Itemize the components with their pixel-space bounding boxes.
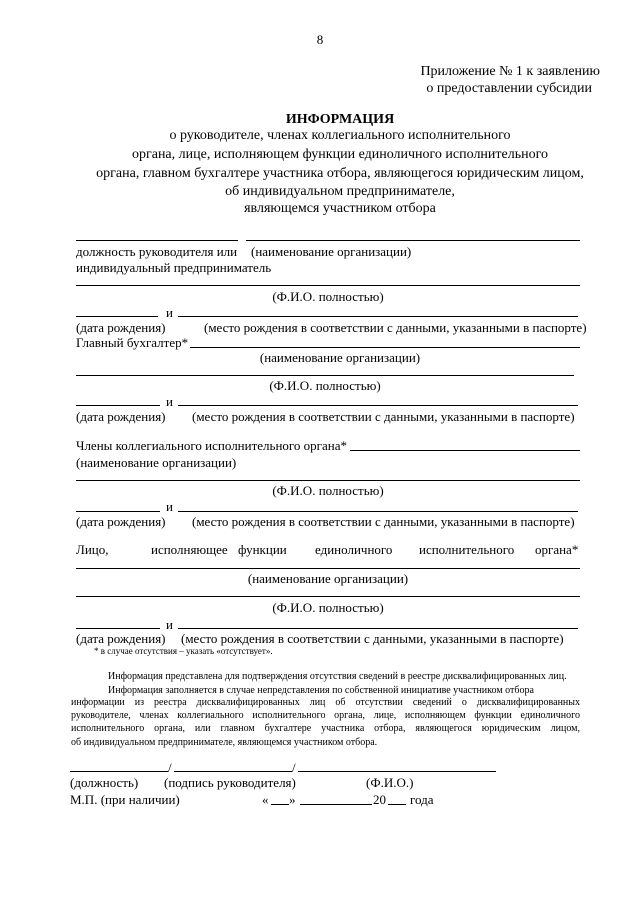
signature-sign-line[interactable] [174, 771, 292, 772]
signature-slash-1: / [168, 760, 172, 775]
person-birth-place-label: (место рождения в соответствии с данными, указанными в паспорте) [181, 631, 564, 646]
board-fio-label: (Ф.И.О. полностью) [272, 483, 384, 498]
page-number: 8 [316, 32, 324, 47]
signature-position-label: (должность) [70, 775, 139, 790]
organization-label: (наименование организации) [251, 244, 412, 259]
date-open-quote: « [262, 792, 269, 807]
accountant-fio-line[interactable] [76, 375, 574, 376]
board-label: Члены коллегиального исполнительного органа* [76, 438, 348, 453]
person-birth-date-label: (дата рождения) [76, 631, 166, 646]
appendix-line-2: о предоставлении субсидии [426, 81, 592, 96]
signature-position-line[interactable] [70, 771, 168, 772]
person-fio-line[interactable] [76, 596, 580, 597]
board-birth-date-line[interactable] [76, 511, 160, 512]
accountant-label: Главный бухгалтер* [76, 335, 189, 350]
board-birth-place-line[interactable] [178, 511, 578, 512]
head-birth-place-line[interactable] [178, 316, 578, 317]
date-year-prefix: 20 [373, 792, 386, 807]
accountant-fio-label: (Ф.И.О. полностью) [269, 378, 381, 393]
person-word-4: единоличного [315, 542, 393, 557]
accountant-birth-place-line[interactable] [178, 405, 578, 406]
signature-fio-label: (Ф.И.О.) [366, 775, 414, 790]
head-fio-line[interactable] [76, 285, 580, 286]
person-birth-date-line[interactable] [76, 628, 160, 629]
subtitle-line-5: являющемся участником отбора [244, 201, 436, 216]
board-birth-place-label: (место рождения в соответствии с данными, указанными в паспорте) [192, 514, 575, 529]
accountant-line[interactable] [190, 347, 580, 348]
accountant-birth-date-label: (дата рождения) [76, 409, 166, 424]
person-word-6: органа* [535, 542, 579, 557]
signature-fio-line[interactable] [298, 771, 496, 772]
date-day-line[interactable] [271, 804, 289, 805]
subtitle-line-4: об индивидуальном предпринимателе, [225, 184, 455, 199]
person-word-1: Лицо, [76, 542, 109, 557]
head-birth-date-line[interactable] [76, 316, 158, 317]
info-paragraph-1: Информация представлена для подтверждения отсутствия сведений в реестре дисквалифицированных лиц. [108, 671, 567, 682]
board-fio-line[interactable] [76, 480, 580, 481]
date-year-line[interactable] [388, 804, 406, 805]
board-line[interactable] [350, 450, 580, 451]
board-and: и [166, 499, 173, 514]
stamp-label: М.П. (при наличии) [70, 792, 180, 807]
info-paragraph-2-last: об индивидуальном предпринимателе, являющемся участником отбора. [71, 737, 378, 748]
accountant-and: и [166, 394, 173, 409]
date-month-line[interactable] [300, 804, 372, 805]
accountant-org-label: (наименование организации) [259, 350, 421, 365]
head-birth-date-label: (дата рождения) [76, 320, 166, 335]
subtitle-line-2: органа, лице, исполняющем функции единоличного исполнительного [131, 147, 548, 162]
appendix-line-1: Приложение № 1 к заявлению [420, 64, 600, 79]
accountant-birth-place-label: (место рождения в соответствии с данными, указанными в паспорте) [192, 409, 575, 424]
footnote: * в случае отсутствия – указать «отсутствует». [94, 646, 273, 656]
position-label: должность руководителя или [76, 244, 238, 259]
date-close-quote: » [289, 792, 296, 807]
position-line[interactable] [76, 240, 238, 241]
person-birth-place-line[interactable] [178, 628, 578, 629]
info-paragraph-2-line-4: исполнительного органа, или главном бухгалтере участника отбора, являющегося юридическим лицом, [71, 723, 580, 734]
person-word-2: исполняющее [151, 542, 228, 557]
person-org-label: (наименование организации) [247, 571, 409, 586]
info-paragraph-2-line-2: информации из реестра дисквалифицированных лиц об отсутствии сведений о дисквалифицированных [71, 697, 580, 708]
head-and: и [166, 305, 173, 320]
ip-label: индивидуальный предприниматель [76, 260, 272, 275]
accountant-birth-date-line[interactable] [76, 405, 160, 406]
person-word-5: исполнительного [419, 542, 515, 557]
organization-line[interactable] [246, 240, 580, 241]
board-org-label: (наименование организации) [76, 455, 237, 470]
info-paragraph-2-line-3: руководителе, членах коллегиального исполнительного органа, лице, исполняющем функции единоличного [71, 710, 580, 721]
head-birth-place-label: (место рождения в соответствии с данными, указанными в паспорте) [204, 320, 587, 335]
head-fio-label: (Ф.И.О. полностью) [272, 289, 384, 304]
signature-sign-label: (подпись руководителя) [164, 775, 296, 790]
person-fio-label: (Ф.И.О. полностью) [272, 600, 384, 615]
signature-slash-2: / [292, 760, 296, 775]
board-birth-date-label: (дата рождения) [76, 514, 166, 529]
person-and: и [166, 617, 173, 632]
document-title: ИНФОРМАЦИЯ [285, 112, 395, 127]
person-word-3: функции [238, 542, 287, 557]
subtitle-line-1: о руководителе, членах коллегиального исполнительного [169, 128, 511, 143]
date-year-suffix: года [410, 792, 434, 807]
person-line[interactable] [76, 568, 580, 569]
subtitle-line-3: органа, главном бухгалтере участника отбора, являющегося юридическим лицом, [96, 166, 584, 181]
info-paragraph-2-line-1: Информация заполняется в случае непредставления по собственной инициативе участником отбора [108, 685, 534, 696]
